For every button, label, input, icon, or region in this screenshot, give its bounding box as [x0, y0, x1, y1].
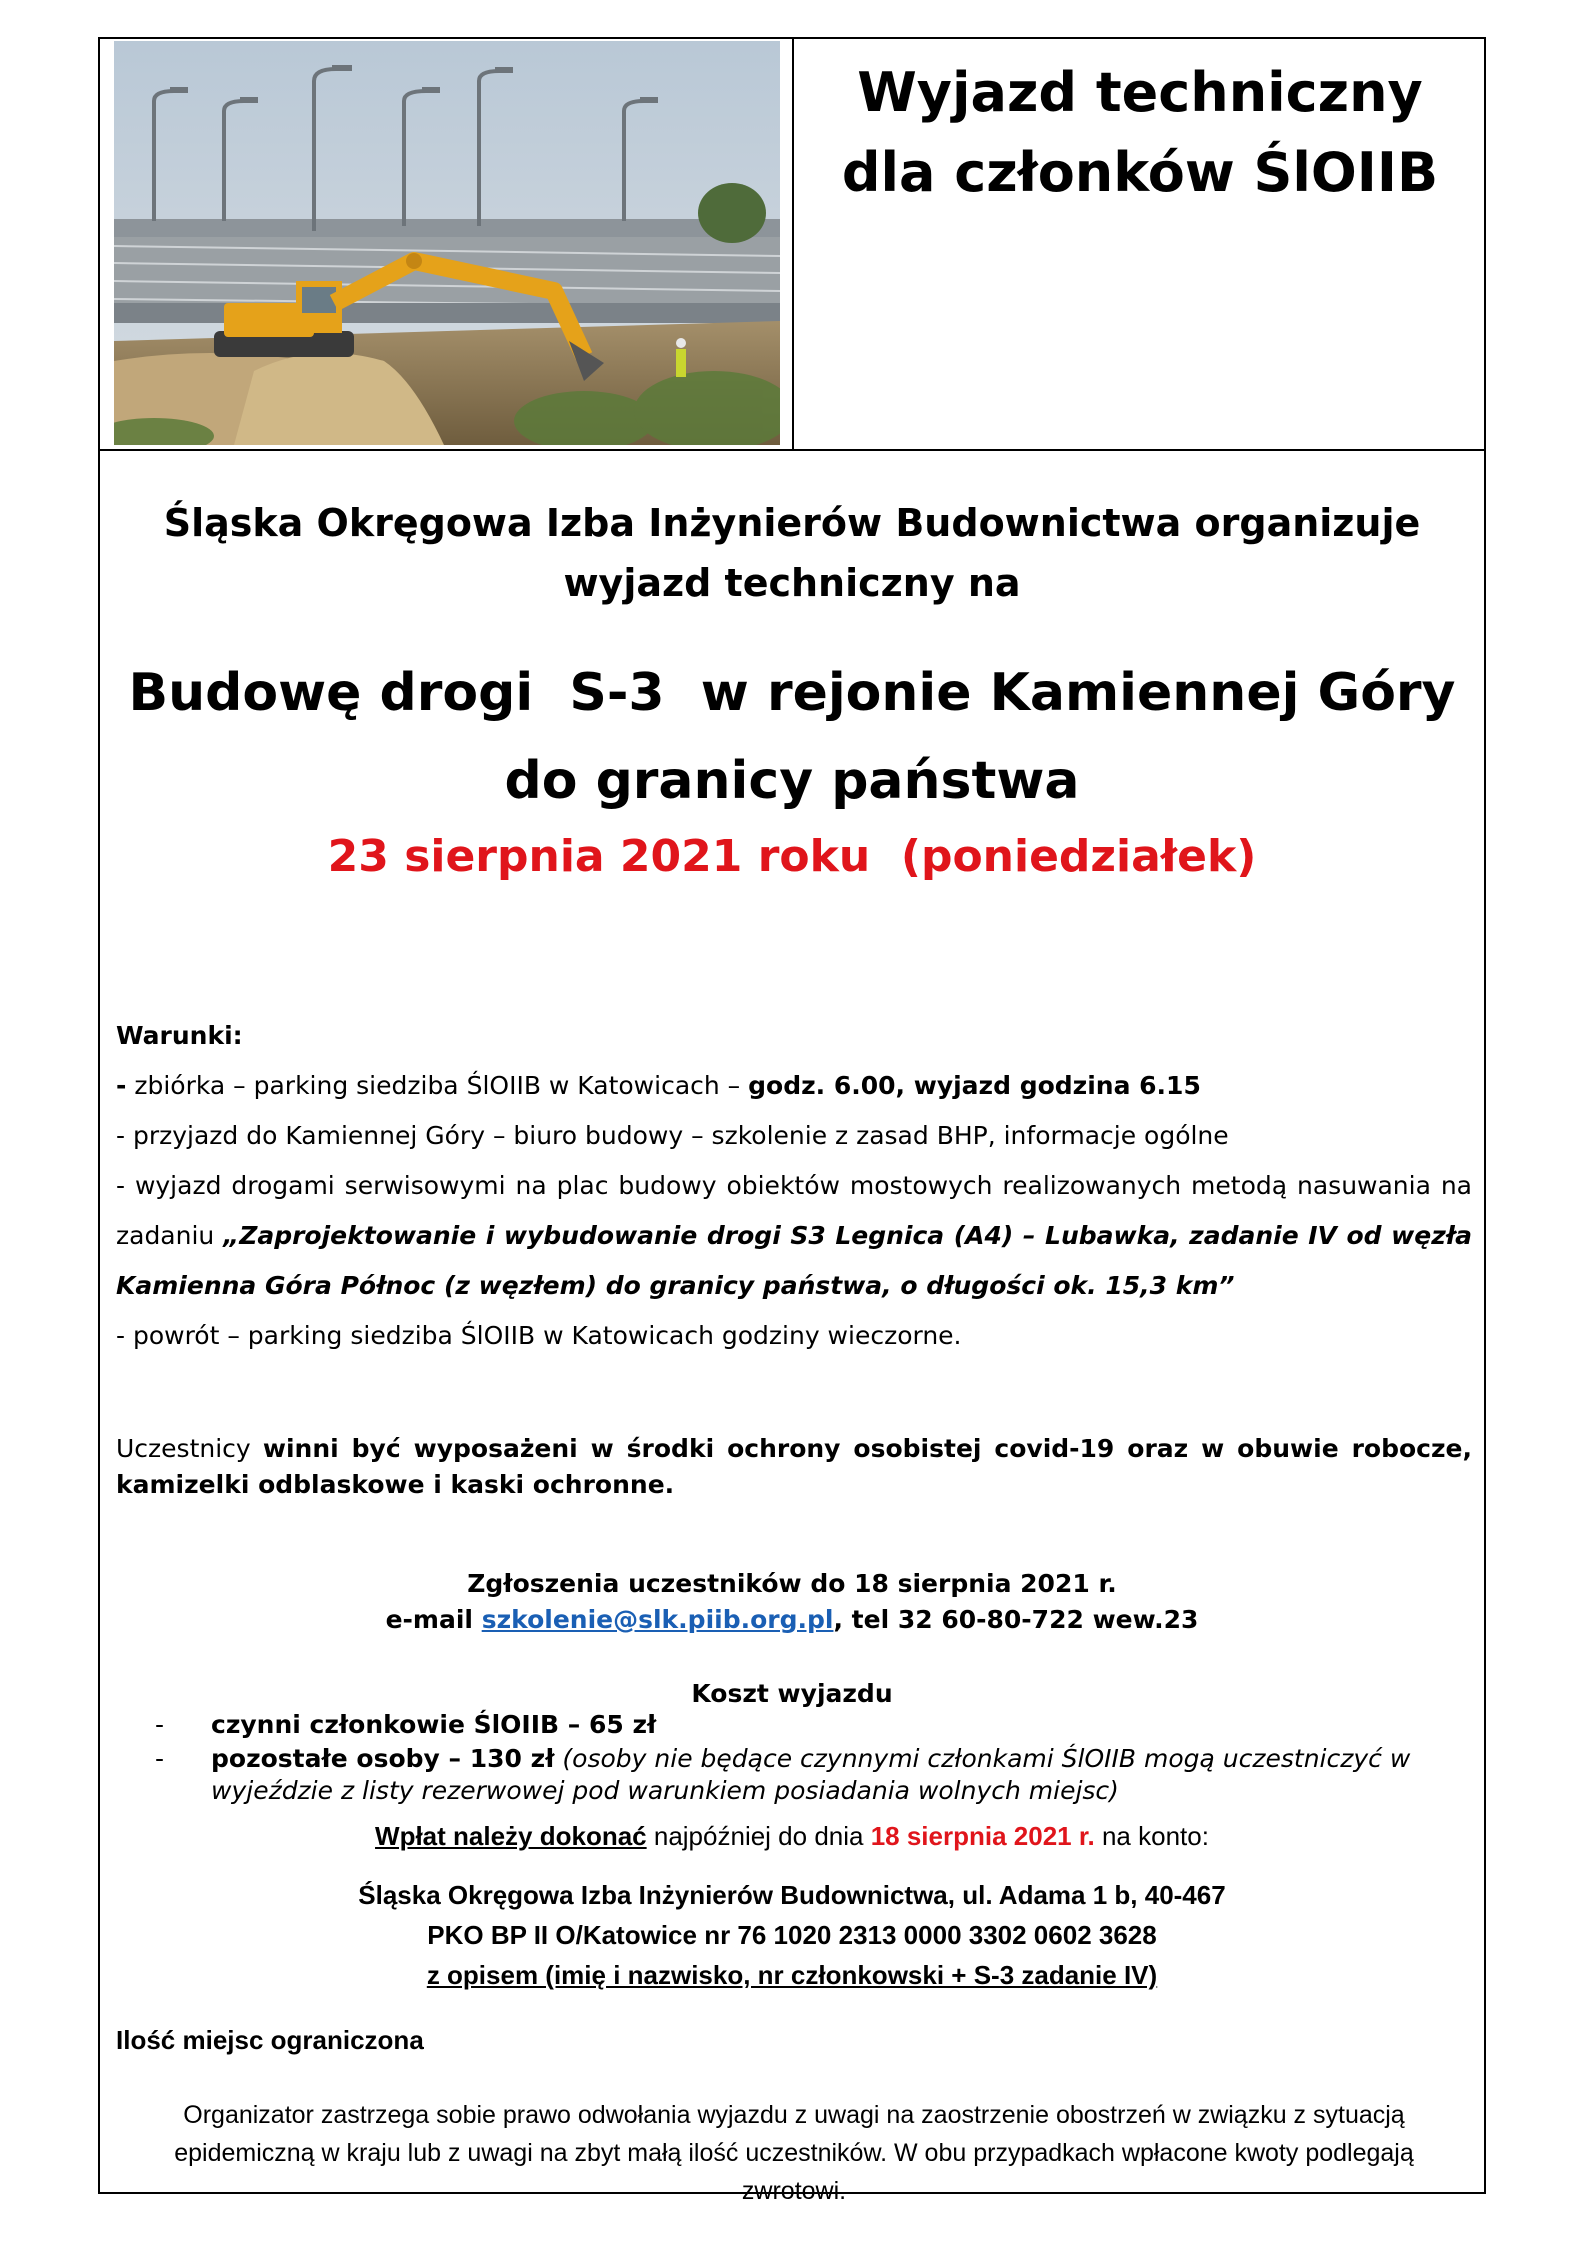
- bank-details: [100, 1875, 1484, 1995]
- registration-deadline: Zgłoszenia uczestników do 18 sierpnia 2021 r.: [467, 1569, 1117, 1598]
- list-dash: -: [155, 1744, 165, 1773]
- bank-line-1: Śląska Okręgowa Izba Inżynierów Budownictwa, ul. Adama 1 b, 40-467: [358, 1880, 1226, 1910]
- list-dash: -: [155, 1710, 165, 1739]
- places-limited: Ilość miejsc ograniczona: [116, 2025, 424, 2055]
- cost-members: czynni członkowie ŚlOIIB – 65 zł: [211, 1710, 657, 1739]
- intro-line-1: Śląska Okręgowa Izba Inżynierów Budownictwa organizuje: [163, 501, 1421, 545]
- condition-item-3: [116, 1161, 1472, 1311]
- project-line-2: do granicy państwa: [504, 751, 1080, 811]
- cost-list: [155, 1709, 1485, 1809]
- payment-heading: Wpłat należy dokonać: [375, 1821, 647, 1851]
- registration: [100, 1566, 1484, 1638]
- phone: , tel 32 60-80-722 wew.23: [833, 1605, 1199, 1634]
- condition-item-4: - powrót – parking siedziba ŚlOIIB w Katowicach godziny wieczorne.: [116, 1321, 962, 1350]
- payment-text-1: najpóźniej do dnia: [646, 1821, 871, 1851]
- cost-others-note: (osoby nie będące czynnymi członkami ŚlOIIB mogą uczestniczyć w wyjeździe z listy rezerwowej pod warunkiem posiadania wolnych miejsc): [211, 1744, 1411, 1805]
- condition-item-1-text: zbiórka – parking siedziba ŚlOIIB w Katowicach –: [126, 1071, 749, 1100]
- condition-item-1-time: godz. 6.00, wyjazd godzina 6.15: [748, 1071, 1201, 1100]
- registration-contact: [100, 1602, 1484, 1638]
- bank-line-2: PKO BP II O/Katowice nr 76 1020 2313 0000 3302 0602 3628: [427, 1920, 1157, 1950]
- intro: [100, 493, 1484, 613]
- participants-requirements: winni być wyposażeni w środki ochrony osobistej covid-19 oraz w obuwie robocze, kamizelki odblaskowe i kaski ochronne.: [116, 1434, 1472, 1499]
- cost-item-others: [155, 1743, 1485, 1807]
- title-line-2: dla członków ŚlOIIB: [841, 141, 1439, 204]
- conditions: [116, 1011, 1472, 1361]
- payment-instruction: [100, 1821, 1484, 1852]
- cost-item-members: [155, 1709, 1485, 1741]
- project-line-1: Budowę drogi S-3 w rejonie Kamiennej Góry: [128, 663, 1456, 723]
- conditions-heading: Warunki:: [116, 1021, 243, 1050]
- email-prefix: e-mail: [385, 1605, 482, 1634]
- condition-item-3-task: „Zaprojektowanie i wybudowanie drogi S3 Legnica (A4) – Lubawka, zadanie IV od węzła Kamienna Góra Północ (z węzłem) do granicy państwa, o długości ok. 15,3 km”: [116, 1221, 1472, 1300]
- cost-title: Koszt wyjazdu: [691, 1679, 893, 1708]
- event-date: 23 sierpnia 2021 roku (poniedziałek): [327, 831, 1257, 882]
- condition-item-2: - przyjazd do Kamiennej Góry – biuro budowy – szkolenie z zasad BHP, informacje ogólne: [116, 1121, 1229, 1150]
- condition-item-3-text: - wyjazd drogami serwisowymi na plac budowy obiektów mostowych realizowanych metodą nasuwania na zadaniu: [116, 1171, 1472, 1250]
- payment-deadline: 18 sierpnia 2021 r.: [870, 1821, 1095, 1851]
- title-line-1: Wyjazd techniczny: [857, 61, 1423, 124]
- project-title: [100, 649, 1484, 825]
- document-frame: [98, 37, 1486, 2205]
- intro-line-2: wyjazd techniczny na: [563, 561, 1021, 605]
- email-link[interactable]: szkolenie@slk.piib.org.pl: [481, 1605, 834, 1634]
- photo-cell: [100, 39, 794, 449]
- condition-item-1: [116, 1061, 1472, 1111]
- participants-note: [116, 1431, 1472, 1503]
- header-row: [100, 39, 1484, 451]
- title-cell: [794, 39, 1486, 449]
- page-title: [794, 39, 1486, 213]
- participants-text: Uczestnicy: [116, 1434, 263, 1463]
- condition-item-1-dash: -: [116, 1071, 127, 1100]
- payment-text-2: na konto:: [1094, 1821, 1209, 1851]
- bank-line-3: z opisem (imię i nazwisko, nr członkowski + S-3 zadanie IV): [426, 1960, 1158, 1990]
- cost-others: pozostałe osoby – 130 zł: [211, 1744, 555, 1773]
- footer-note: Organizator zastrzega sobie prawo odwołania wyjazdu z uwagi na zaostrzenie obostrzeń w związku z sytuacją epidemiczną w kraju lub z uwagi na zbyt małą ilość uczestników. W obu przypadkach wpłacone kwoty podlegają zwrotowi.: [174, 2101, 1414, 2205]
- construction-photo: [114, 41, 780, 445]
